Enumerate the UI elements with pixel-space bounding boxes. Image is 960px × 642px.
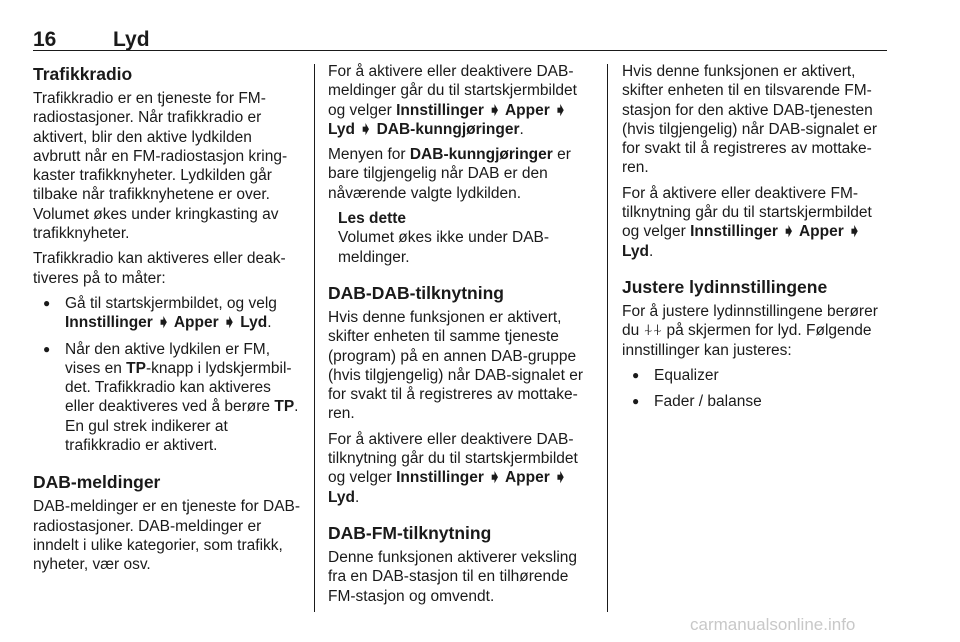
header-rule (33, 50, 887, 51)
page-title: Lyd (113, 28, 150, 51)
paragraph: Trafikkradio kan aktiveres eller deak-tiveres på to måter: (33, 250, 286, 287)
column-divider-2 (607, 64, 608, 612)
heading-dab-meldinger: DAB-meldinger (33, 472, 161, 493)
menu-path: Innstillinger ➧ Apper ➧ Lyd (328, 469, 568, 506)
list-item: ● Fader / balanse (622, 392, 890, 411)
column-2 (328, 62, 596, 612)
column-3 (622, 62, 890, 418)
tp-label: TP (274, 398, 295, 416)
note-title: Les dette (338, 210, 407, 228)
paragraph: Denne funksjonen aktiverer veksling fra en DAB-stasjon til en tilhørende FM-stasjon og omvendt. (328, 548, 577, 605)
watermark: carmanualsonline.info (690, 615, 856, 634)
page-header (33, 28, 887, 52)
paragraph: Hvis denne funksjonen er aktivert, skifter enheten til samme tjeneste (program) på en annen DAB-gruppe (hvis tilgjengelig) når DAB-signalet er for svakt til å registreres av mottake-ren. (328, 308, 584, 423)
paragraph: Hvis denne funksjonen er aktivert, skifter enheten til en tilsvarende FM-stasjon for den aktive DAB-tjenesten (hvis tilgjengelig) når DAB-signalet er for svakt til å registreres av mottake-ren. (622, 63, 878, 177)
column-1 (33, 62, 301, 581)
list-item: ● Gå til startskjermbildet, og velg Innstillinger ➧ Apper ➧ Lyd. (33, 294, 301, 333)
paragraph: Trafikkradio er en tjeneste for FM-radiostasjoner. Når trafikkradio er aktivert, blir den aktive lydkilden avbrutt når en FM-radiostasjon kring-kaster trafikknyheter. Lydkilden går tilbake når trafikknyhetene er over. Volumet økes under kringkasting av trafikknyheter. (33, 90, 288, 243)
bullet-list (33, 294, 301, 455)
page-number: 16 (33, 28, 57, 51)
paragraph: Menyen for DAB-kunngjøringer er bare tilgjengelig når DAB er den nåværende valgte lydkilden. (328, 146, 571, 202)
heading-dab-fm: DAB-FM-tilknytning (328, 522, 492, 543)
paragraph: For å aktivere eller deaktivere FM-tilknytning går du til startskjermbildet og velger Innstillinger ➧ Apper ➧ Lyd. (622, 184, 872, 260)
heading-dab-dab: DAB-DAB-tilknytning (328, 282, 504, 303)
list-item: ● Equalizer (622, 366, 890, 385)
menu-path: Innstillinger ➧ Apper ➧ Lyd ➧ DAB-kunngjøringer (328, 101, 568, 138)
bullet-list (622, 366, 890, 412)
paragraph: DAB-meldinger er en tjeneste for DAB-radiostasjoner. DAB-meldinger er inndelt i ulike kategorier, som trafikk, nyheter, vær osv. (33, 498, 301, 574)
column-divider-1 (314, 64, 315, 612)
menu-path: Innstillinger ➧ Apper ➧ Lyd (65, 314, 268, 332)
paragraph: For å aktivere eller deaktivere DAB-meldinger går du til startskjermbildet og velger Innstillinger ➧ Apper ➧ Lyd ➧ DAB-kunngjøringer. (328, 63, 577, 138)
equalizer-icon: ⍭⍭ (643, 322, 663, 340)
paragraph: For å aktivere eller deaktivere DAB-tilknytning går du til startskjermbildet og velger Innstillinger ➧ Apper ➧ Lyd. (328, 430, 578, 506)
list-item: ● Når den aktive lydkilen er FM, vises en TP-knapp i lydskjermbil-det. Trafikkradio kan aktiveres eller deaktiveres ved å berøre TP. En gul strek indikerer at trafikkradio er aktivert. (33, 340, 301, 456)
menu-name: DAB-kunngjøringer (409, 146, 553, 164)
paragraph: For å justere lydinnstillingene berører du ⍭⍭ på skjermen for lyd. Følgende innstillinger kan justeres: (622, 302, 878, 359)
note-box (328, 209, 596, 267)
note-text: Volumet økes ikke under DAB-meldinger. (338, 229, 550, 266)
menu-path: Innstillinger ➧ Apper ➧ Lyd (622, 223, 862, 260)
heading-justere: Justere lydinnstillingene (622, 276, 828, 297)
heading-trafikkradio: Trafikkradio (33, 64, 133, 84)
tp-label: TP (126, 359, 146, 377)
